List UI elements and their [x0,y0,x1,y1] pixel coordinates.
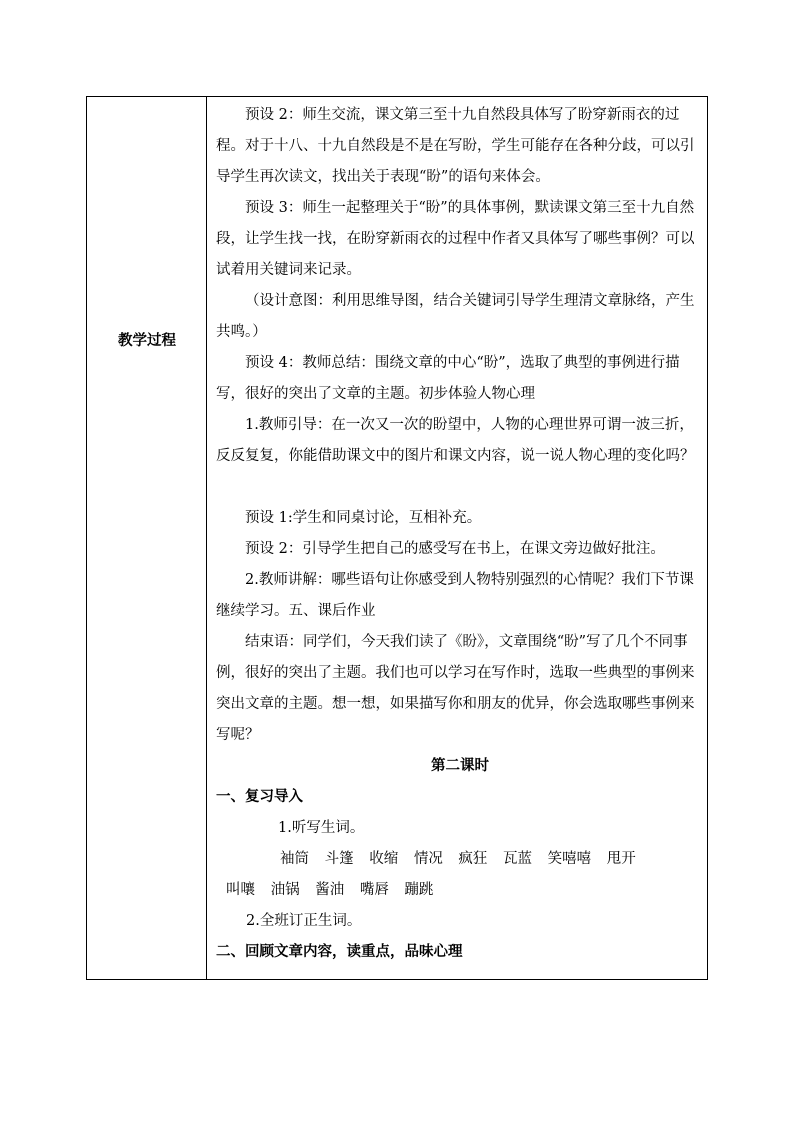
paragraph-preset-1: 预设 1:学生和同桌讨论，互相补充。 [245,510,482,526]
section2-heading: 二、回顾文章内容，读重点，品味心理 [216,944,463,960]
vocab-line-1: 袖筒 斗篷 收缩 情况 疯狂 瓦蓝 笑嘻嘻 甩开 [280,851,636,867]
lesson2-title: 第二课时 [431,758,489,774]
paragraph-teacher-explain: 2.教师讲解：哪些语句让你感受到人物特别强烈的心情呢？我们下节课继续学习。五、课后作业 [216,572,694,619]
content-cell [208,97,707,979]
section1-heading: 一、复习导入 [216,789,303,805]
paragraph-preset-2: 预设 2：师生交流，课文第三至十九自然段具体写了盼穿新雨衣的过程。对于十八、十九自然段是不是在写盼，学生可能存在各种分歧，可以引导学生再次读文，找出关于表现“盼”的语句来体会。 [216,107,695,185]
vocab-line-2: 叫嚷 油锅 酱油 嘴唇 蹦跳 [226,882,434,898]
paragraph-preset-2b: 预设 2：引导学生把自己的感受写在书上，在课文旁边做好批注。 [245,541,665,557]
paragraph-closing: 结束语：同学们，今天我们读了《盼》，文章围绕“盼”写了几个不同事例，很好的突出了主题。我们也可以学习在写作时，选取一些典型的事例来突出文章的主题。想一想，如果描写你和朋友的优异，你会选取哪些事例来写呢？ [216,634,695,743]
paragraph-design-intent: （设计意图：利用思维导图，结合关键词引导学生理清文章脉络，产生共鸣。） [216,293,695,340]
row-label: 教学过程 [118,333,176,349]
lesson-plan-table [86,96,708,980]
section1-item1: 1.听写生词。 [278,820,365,836]
paragraph-teacher-guide: 1.教师引导：在一次又一次的盼望中，人物的心理世界可谓一波三折，反反复复，你能借助课文中的图片和课文内容，说一说人物心理的变化吗？ [216,417,695,464]
section1-item2: 2.全班订正生词。 [246,913,362,929]
paragraph-preset-3: 预设 3：师生一起整理关于“盼”的具体事例，默读课文第三至十九自然段，让学生找一找，在盼穿新雨衣的过程中作者又具体写了哪些事例？可以试着用关键词来记录。 [216,200,695,278]
row-label-cell [87,97,207,979]
paragraph-preset-4: 预设 4：教师总结：围绕文章的中心“盼”，选取了典型的事例进行描写，很好的突出了文章的主题。初步体验人物心理 [216,355,680,402]
